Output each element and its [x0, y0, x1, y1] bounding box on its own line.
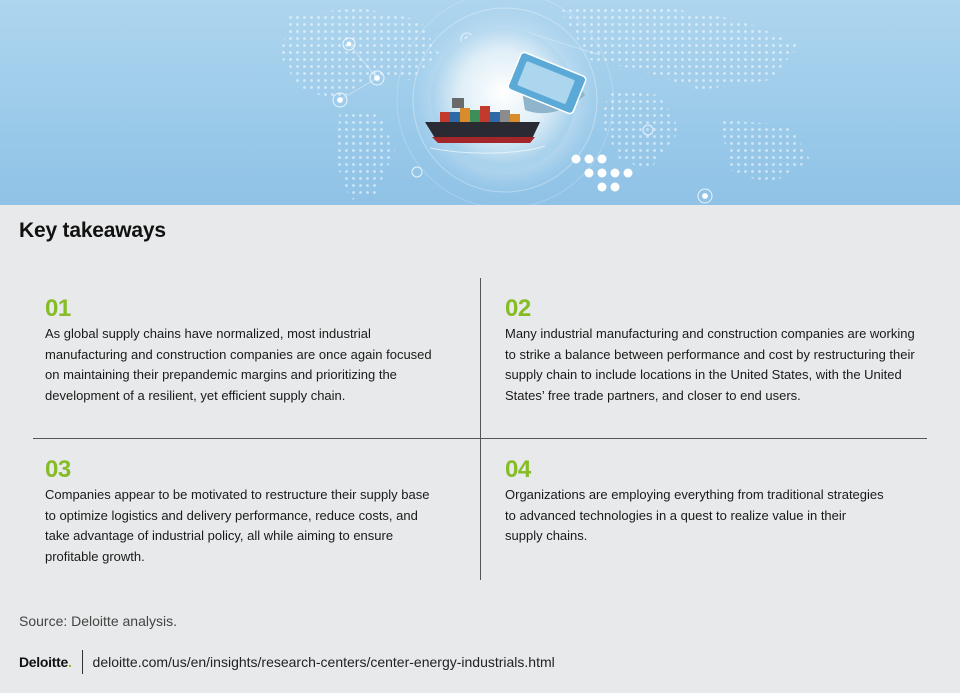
header-illustration [0, 0, 960, 205]
takeaway-04 [505, 458, 885, 547]
takeaway-number: 04 [505, 456, 531, 483]
takeaway-02 [505, 297, 920, 406]
source-note: Source: Deloitte analysis. [19, 613, 177, 629]
takeaway-01 [45, 297, 435, 406]
horizontal-divider [33, 438, 927, 439]
logo-dot: . [67, 654, 72, 670]
supply-chain-illustration [0, 0, 960, 205]
footer-url-link[interactable]: deloitte.com/us/en/insights/research-centers/center-energy-industrials.html [92, 654, 555, 670]
takeaway-number: 02 [505, 295, 531, 322]
takeaway-03 [45, 458, 430, 567]
page-title: Key takeaways [19, 219, 166, 242]
logo-wordmark: Deloitte [19, 654, 68, 670]
takeaway-number: 03 [45, 456, 71, 483]
footer-separator [82, 650, 83, 674]
takeaway-text: Organizations are employing everything from traditional strategies to advanced technologies in a quest to realize value in their supply chains. [505, 487, 884, 543]
vertical-divider [480, 278, 481, 580]
footer [19, 649, 555, 675]
deloitte-logo[interactable] [19, 654, 72, 670]
takeaway-text: As global supply chains have normalized, most industrial manufacturing and construction companies are once again focused on maintaining their prepandemic margins and prioritizing the development of a resilient, yet efficient supply chain. [45, 326, 432, 403]
takeaway-text: Many industrial manufacturing and construction companies are working to strike a balance between performance and cost by restructuring their supply chain to include locations in the United States, with the United States’ free trade partners, and closer to end users. [505, 326, 915, 403]
takeaway-text: Companies appear to be motivated to restructure their supply base to optimize logistics and delivery performance, reduce costs, and take advantage of industrial policy, all while aiming to ensure profitable growth. [45, 487, 430, 564]
takeaway-number: 01 [45, 295, 71, 322]
